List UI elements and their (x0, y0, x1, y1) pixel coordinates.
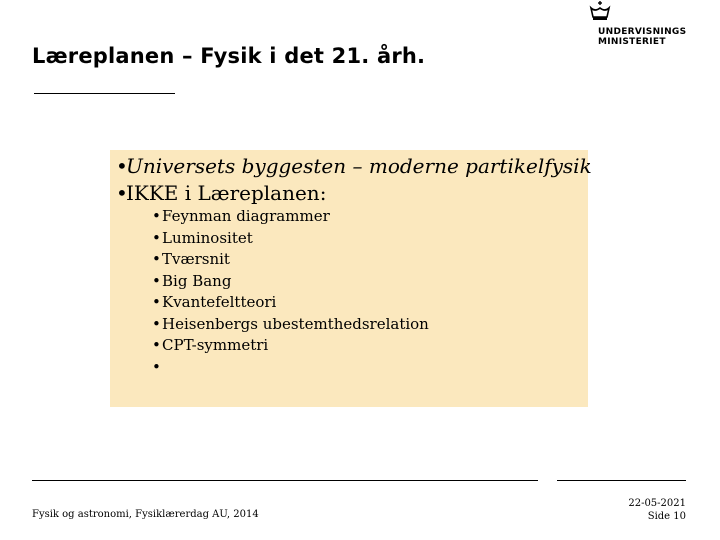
bullet-marker: • (116, 154, 128, 178)
sub-bullet-item: • (152, 357, 161, 376)
footer-date: 22-05-2021 (628, 498, 686, 509)
bullet-text: IKKE i Læreplanen: (126, 181, 327, 205)
sub-bullet-text: CPT-symmetri (162, 336, 269, 354)
footer-divider-right (557, 480, 686, 481)
sub-bullet-text: Heisenbergs ubestemthedsrelation (162, 314, 429, 333)
sub-bullet-list (152, 206, 429, 378)
sub-bullet-item: •Heisenbergs ubestemthedsrelation (152, 314, 429, 333)
bullet-text: Universets byggesten – moderne partikelfysik (126, 154, 592, 178)
logo-line-2: MINISTERIET (598, 37, 666, 47)
footer-source: Fysik og astronomi, Fysiklærerdag AU, 2014 (32, 509, 259, 520)
bullet-marker: • (116, 181, 128, 205)
footer-divider-left (32, 480, 538, 481)
footer-page-number: Side 10 (647, 511, 686, 522)
logo-line-1: UNDERVISNINGS (598, 27, 687, 37)
title-divider (34, 93, 175, 94)
slide-title: Læreplanen – Fysik i det 21. årh. (32, 44, 426, 68)
bullet-item-1 (116, 154, 592, 178)
sub-bullet-item: •CPT-symmetri (152, 336, 269, 354)
sub-bullet-text: Feynman diagrammer (162, 207, 330, 225)
sub-bullet-text: Tværsnit (162, 250, 230, 268)
sub-bullet-item: •Feynman diagrammer (152, 207, 330, 225)
sub-bullet-text: Luminositet (162, 228, 253, 247)
sub-bullet-text: Kvantefeltteori (162, 293, 277, 311)
footer-meta (628, 497, 686, 523)
crown-icon (588, 0, 612, 24)
sub-bullet-item: •Luminositet (152, 228, 253, 247)
sub-bullet-item: •Big Bang (152, 271, 232, 290)
ministry-logo (588, 0, 698, 50)
sub-bullet-text: Big Bang (162, 271, 232, 290)
bullet-item-2 (116, 181, 326, 205)
sub-bullet-item: •Tværsnit (152, 250, 230, 268)
content-box (110, 150, 592, 407)
sub-bullet-item: •Kvantefeltteori (152, 293, 277, 311)
